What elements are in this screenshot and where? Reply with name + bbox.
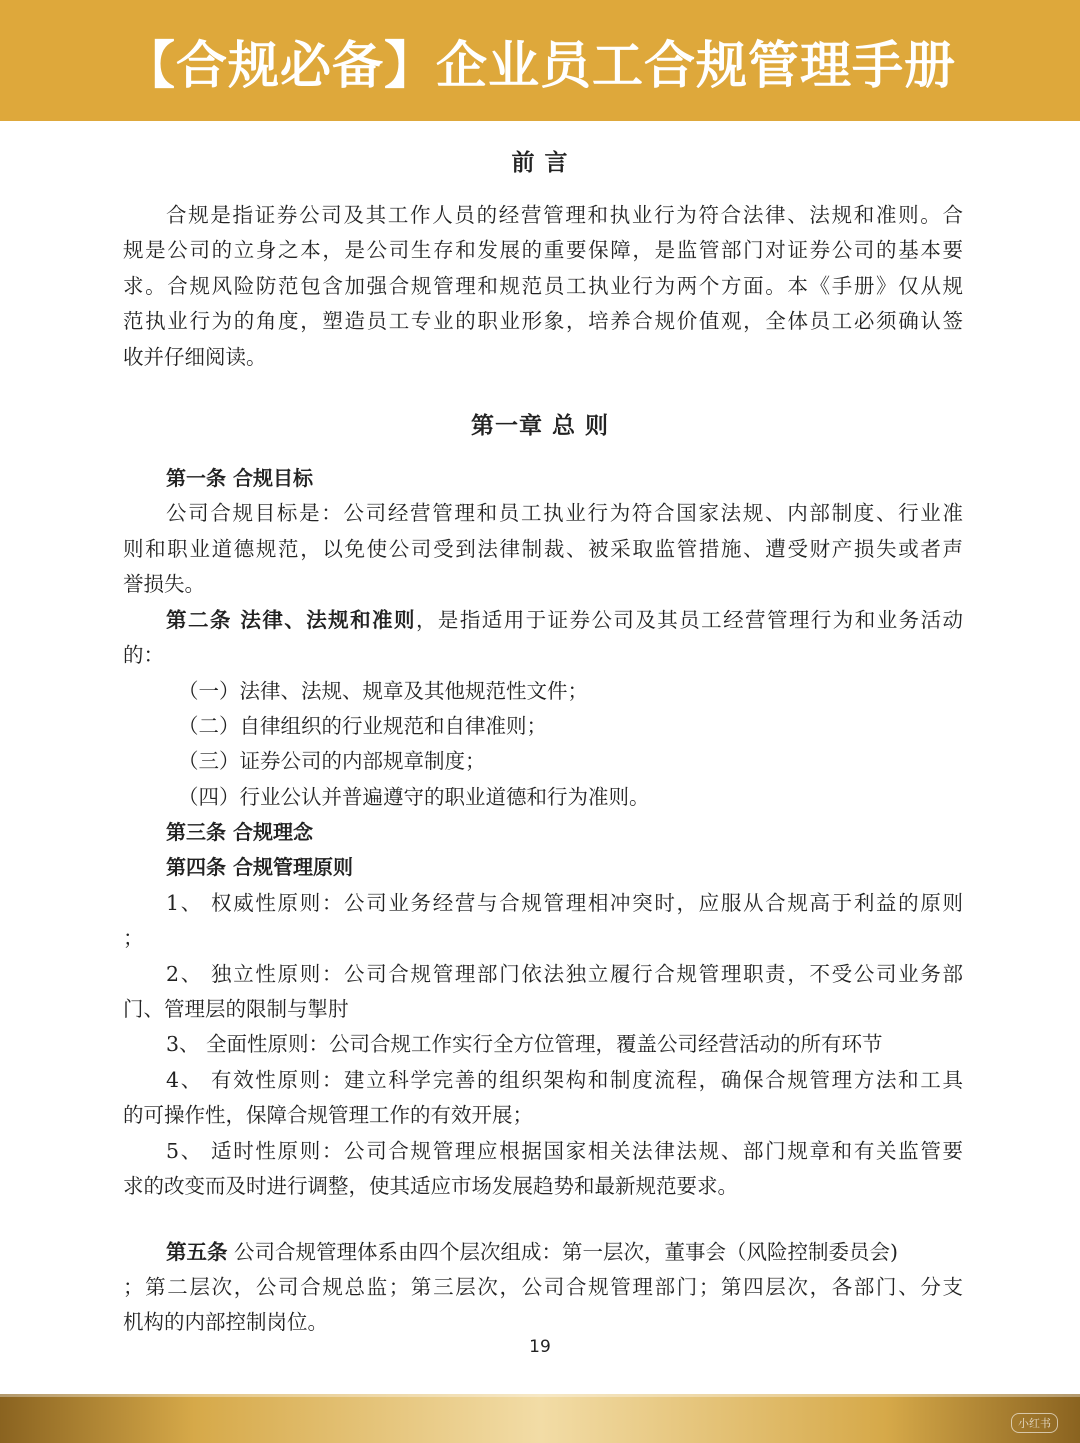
- article-5-title: 第五条: [166, 1240, 228, 1264]
- article-1-line: 誉损失。: [123, 572, 205, 596]
- article-5-line: [166, 1237, 963, 1267]
- preface-line: 求。合规风险防范包含加强合规管理和规范员工执业行为两个方面。本《手册》仅从规: [123, 274, 963, 298]
- page-number: 19: [529, 1337, 551, 1357]
- article-2-title: 第二条 法律、法规和准则: [166, 608, 416, 632]
- article-1-line: 公司合规目标是：公司经营管理和员工执业行为符合国家法规、内部制度、行业准: [166, 501, 963, 525]
- principle-line: 2、 独立性原则：公司合规管理部门依法独立履行合规管理职责，不受公司业务部: [166, 962, 963, 986]
- principle-line: 4、 有效性原则：建立科学完善的组织架构和制度流程，确保合规管理方法和工具: [166, 1068, 963, 1092]
- list-item: （三）证券公司的内部规章制度；: [178, 749, 486, 773]
- principle-line: 5、 适时性原则：公司合规管理应根据国家相关法律法规、部门规章和有关监管要: [166, 1139, 963, 1163]
- watermark: 小红书: [1011, 1413, 1058, 1433]
- preface-line: 合规是指证券公司及其工作人员的经营管理和执业行为符合法律、法规和准则。合: [166, 203, 963, 227]
- article-5-line: 机构的内部控制岗位。: [123, 1310, 328, 1334]
- article-5-text: 公司合规管理体系由四个层次组成：第一层次，董事会（风险控制委员会): [227, 1240, 899, 1264]
- preface-line: 范执业行为的角度，塑造员工专业的职业形象，培养合规价值观，全体员工必须确认签: [123, 309, 963, 333]
- preface-line: 规是公司的立身之本，是公司生存和发展的重要保障，是监管部门对证券公司的基本要: [123, 238, 963, 262]
- article-1-line: 则和职业道德规范，以免使公司受到法律制裁、被采取监管措施、遭受财产损失或者声: [123, 537, 963, 561]
- preface-heading: 前 言: [511, 150, 569, 176]
- article-5-line: ；第二层次，公司合规总监；第三层次，公司合规管理部门；第四层次，各部门、分支: [123, 1275, 963, 1299]
- list-item: （二）自律组织的行业规范和自律准则；: [178, 714, 547, 738]
- principle-line: 的可操作性，保障合规管理工作的有效开展；: [123, 1103, 533, 1127]
- article-2-line: 的：: [123, 643, 164, 667]
- principle-line: ；: [123, 926, 144, 950]
- principle-line: 门、管理层的限制与掣肘: [123, 997, 349, 1021]
- article-1-title: 第一条 合规目标: [166, 466, 313, 490]
- chapter-heading: 第一章 总 则: [470, 413, 609, 439]
- footer-decoration: [0, 1394, 1080, 1443]
- article-4-title: 第四条 合规管理原则: [166, 855, 353, 879]
- principle-line: 1、 权威性原则：公司业务经营与合规管理相冲突时，应服从合规高于利益的原则: [166, 891, 963, 915]
- article-2-text: ，是指适用于证券公司及其员工经营管理行为和业务活动: [415, 608, 963, 632]
- principle-line: 求的改变而及时进行调整，使其适应市场发展趋势和最新规范要求。: [123, 1174, 738, 1198]
- principle-line: 3、 全面性原则：公司合规工作实行全方位管理，覆盖公司经营活动的所有环节: [166, 1032, 883, 1056]
- document-title: 【合规必备】企业员工合规管理手册: [123, 36, 956, 96]
- list-item: （四）行业公认并普遍遵守的职业道德和行为准则。: [178, 785, 650, 809]
- preface-line: 收并仔细阅读。: [123, 345, 267, 369]
- article-2-line: [166, 605, 963, 635]
- article-3-title: 第三条 合规理念: [166, 820, 313, 844]
- list-item: （一）法律、法规、规章及其他规范性文件；: [178, 679, 588, 703]
- title-banner: [0, 0, 1080, 121]
